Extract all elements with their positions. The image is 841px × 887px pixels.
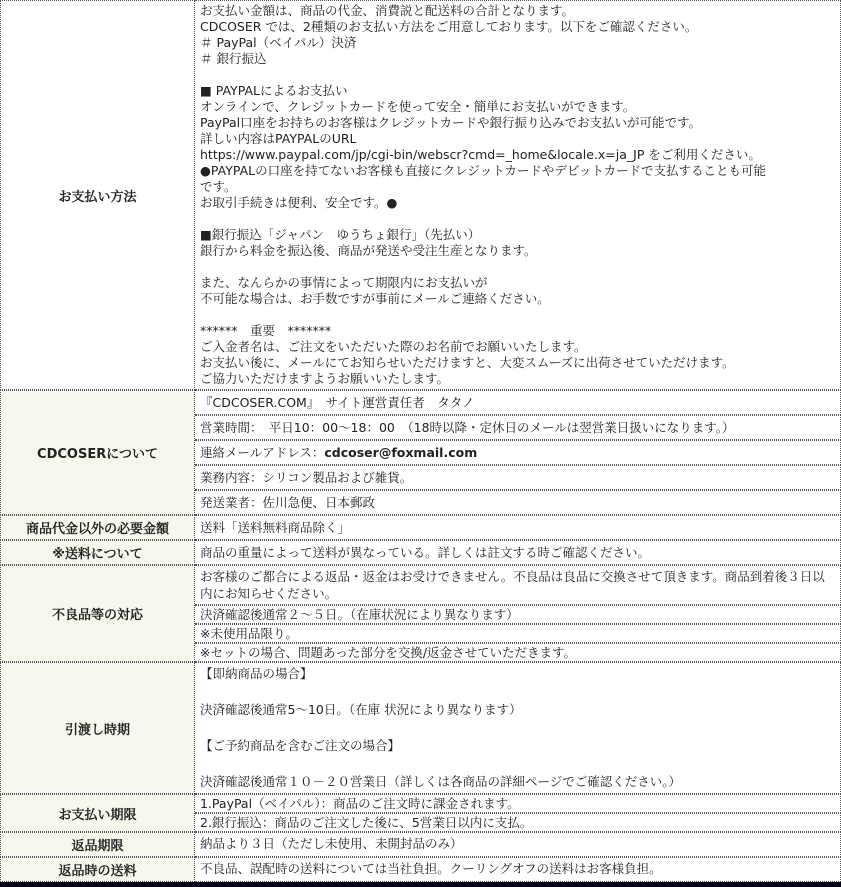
row-return-deadline [0,832,841,857]
label-defect-handling: 不良品等の対応 [0,565,195,662]
footer-bar [0,882,841,887]
shipping-note-value: 商品の重量によって送料が異なっている。詳しくは註文する時ご確認ください。 [195,540,841,565]
label-return-shipping: 返品時の送料 [0,857,195,882]
label-shipping-note: ※送料について [0,540,195,565]
about-business-content: 業務内容：シリコン製品および雑貨。 [195,465,841,490]
about-shipping-carrier: 発送業者：佐川急便、日本郵政 [195,490,841,515]
row-payment-deadline [0,794,841,832]
about-details [195,390,841,515]
label-return-deadline: 返品期限 [0,832,195,857]
defect-policy-text: お客様のご都合による返品・返金はお受けできません。不良品は良品に交換させて頂きます。商品到着後３日以内にお知らせください。 [195,565,841,605]
label-payment-method: お支払い方法 [0,0,195,390]
label-extra-fee: 商品代金以外の必要金額 [0,515,195,540]
row-shipping-note [0,540,841,565]
row-payment-method [0,0,841,390]
payment-deadline-paypal: 1.PayPal（ベイパル）：商品のご注文時に課金されます。 [195,794,841,813]
row-return-shipping [0,857,841,882]
defect-unused-only-note: ※未使用品限り。 [195,624,841,643]
label-delivery-time: 引渡し時期 [0,662,195,794]
row-delivery-time [0,662,841,794]
about-site-operator: 『CDCOSER.COM』 サイト運営責任者 タタノ [195,390,841,415]
row-extra-fee [0,515,841,540]
defect-processing-time: 決済確認後通常２～５日。（在庫状況により異なります） [195,605,841,624]
payment-deadline-details [195,794,841,832]
contact-email-label: 連絡メールアドレス： [200,445,325,460]
return-shipping-value: 不良品、誤配時の送料については当社負担。クーリングオフの送料はお客様負担。 [195,857,841,882]
extra-fee-value: 送料「送料無料商品除く」 [195,515,841,540]
contact-email-address: cdcoser@foxmail.com [324,445,478,460]
payment-deadline-bank: 2.銀行振込：商品のご注文した後に、5営業日以内に支払。 [195,813,841,832]
row-defect-handling [0,565,841,662]
return-deadline-value: 納品より３日（ただし未使用、未開封品のみ） [195,832,841,857]
label-about: CDCOSERについて [0,390,195,515]
label-payment-deadline: お支払い期限 [0,794,195,832]
defect-set-note: ※セットの場合、問題あった部分を交換/返金させていただきます。 [195,643,841,662]
delivery-time-details: 【即納商品の場合】 決済確認後通常5～10日。（在庫 状況により異なります） 【ご予約商品を含むご注文の場合】 決済確認後通常１０－２０営業日（詳しくは各商品の詳細ページでご確認ください。） [195,662,841,794]
row-about [0,390,841,515]
defect-handling-details [195,565,841,662]
payment-method-details: お支払い金額は、商品の代金、消費説と配送料の合計となります。 CDCOSER では、2種類のお支払い方法をご用意しております。以下をご確認ください。 ＃ PayPal（ベイパル）決済 ＃ 銀行振込 ■ PAYPALによるお支払い オンラインで、クレジットカードを使って安全・簡単にお支払いができます。 PayPal口座をお持ちのお客様はクレジットカードや銀行振り込みでお支払いが可能です。 詳しい内容はPAYPALのURL https://www.paypal.com/jp/cgi-bin/webscr?cmd=_home&locale.x=ja_JP をご利用ください。 ●PAYPALの口座を持てないお客様も直接にクレジットカードやデビットカードで支払することも可能 です。 お取引手続きは便利、安全です。● ■銀行振込「ジャパン ゆうちょ銀行」（先払い） 銀行から料金を振込後、商品が発送や受注生産となります。 また、なんらかの事情によって期限内にお支払いが 不可能な場合は、お手数ですが事前にメールご連絡ください。 ****** 重要 ******* ご入金者名は、ご注文をいただいた際のお名前でお願いいたします。 お支払い後に、メールにてお知らせいただけますと、大変スムーズに出荷させていただけます。 ご協力いただけますようお願いいたします。 [195,0,841,390]
about-contact-email-row [195,440,841,465]
about-business-hours: 営業時間： 平日10：00～18：00 （18時以降・定休日のメールは翌営業日扱いになります。） [195,415,841,440]
